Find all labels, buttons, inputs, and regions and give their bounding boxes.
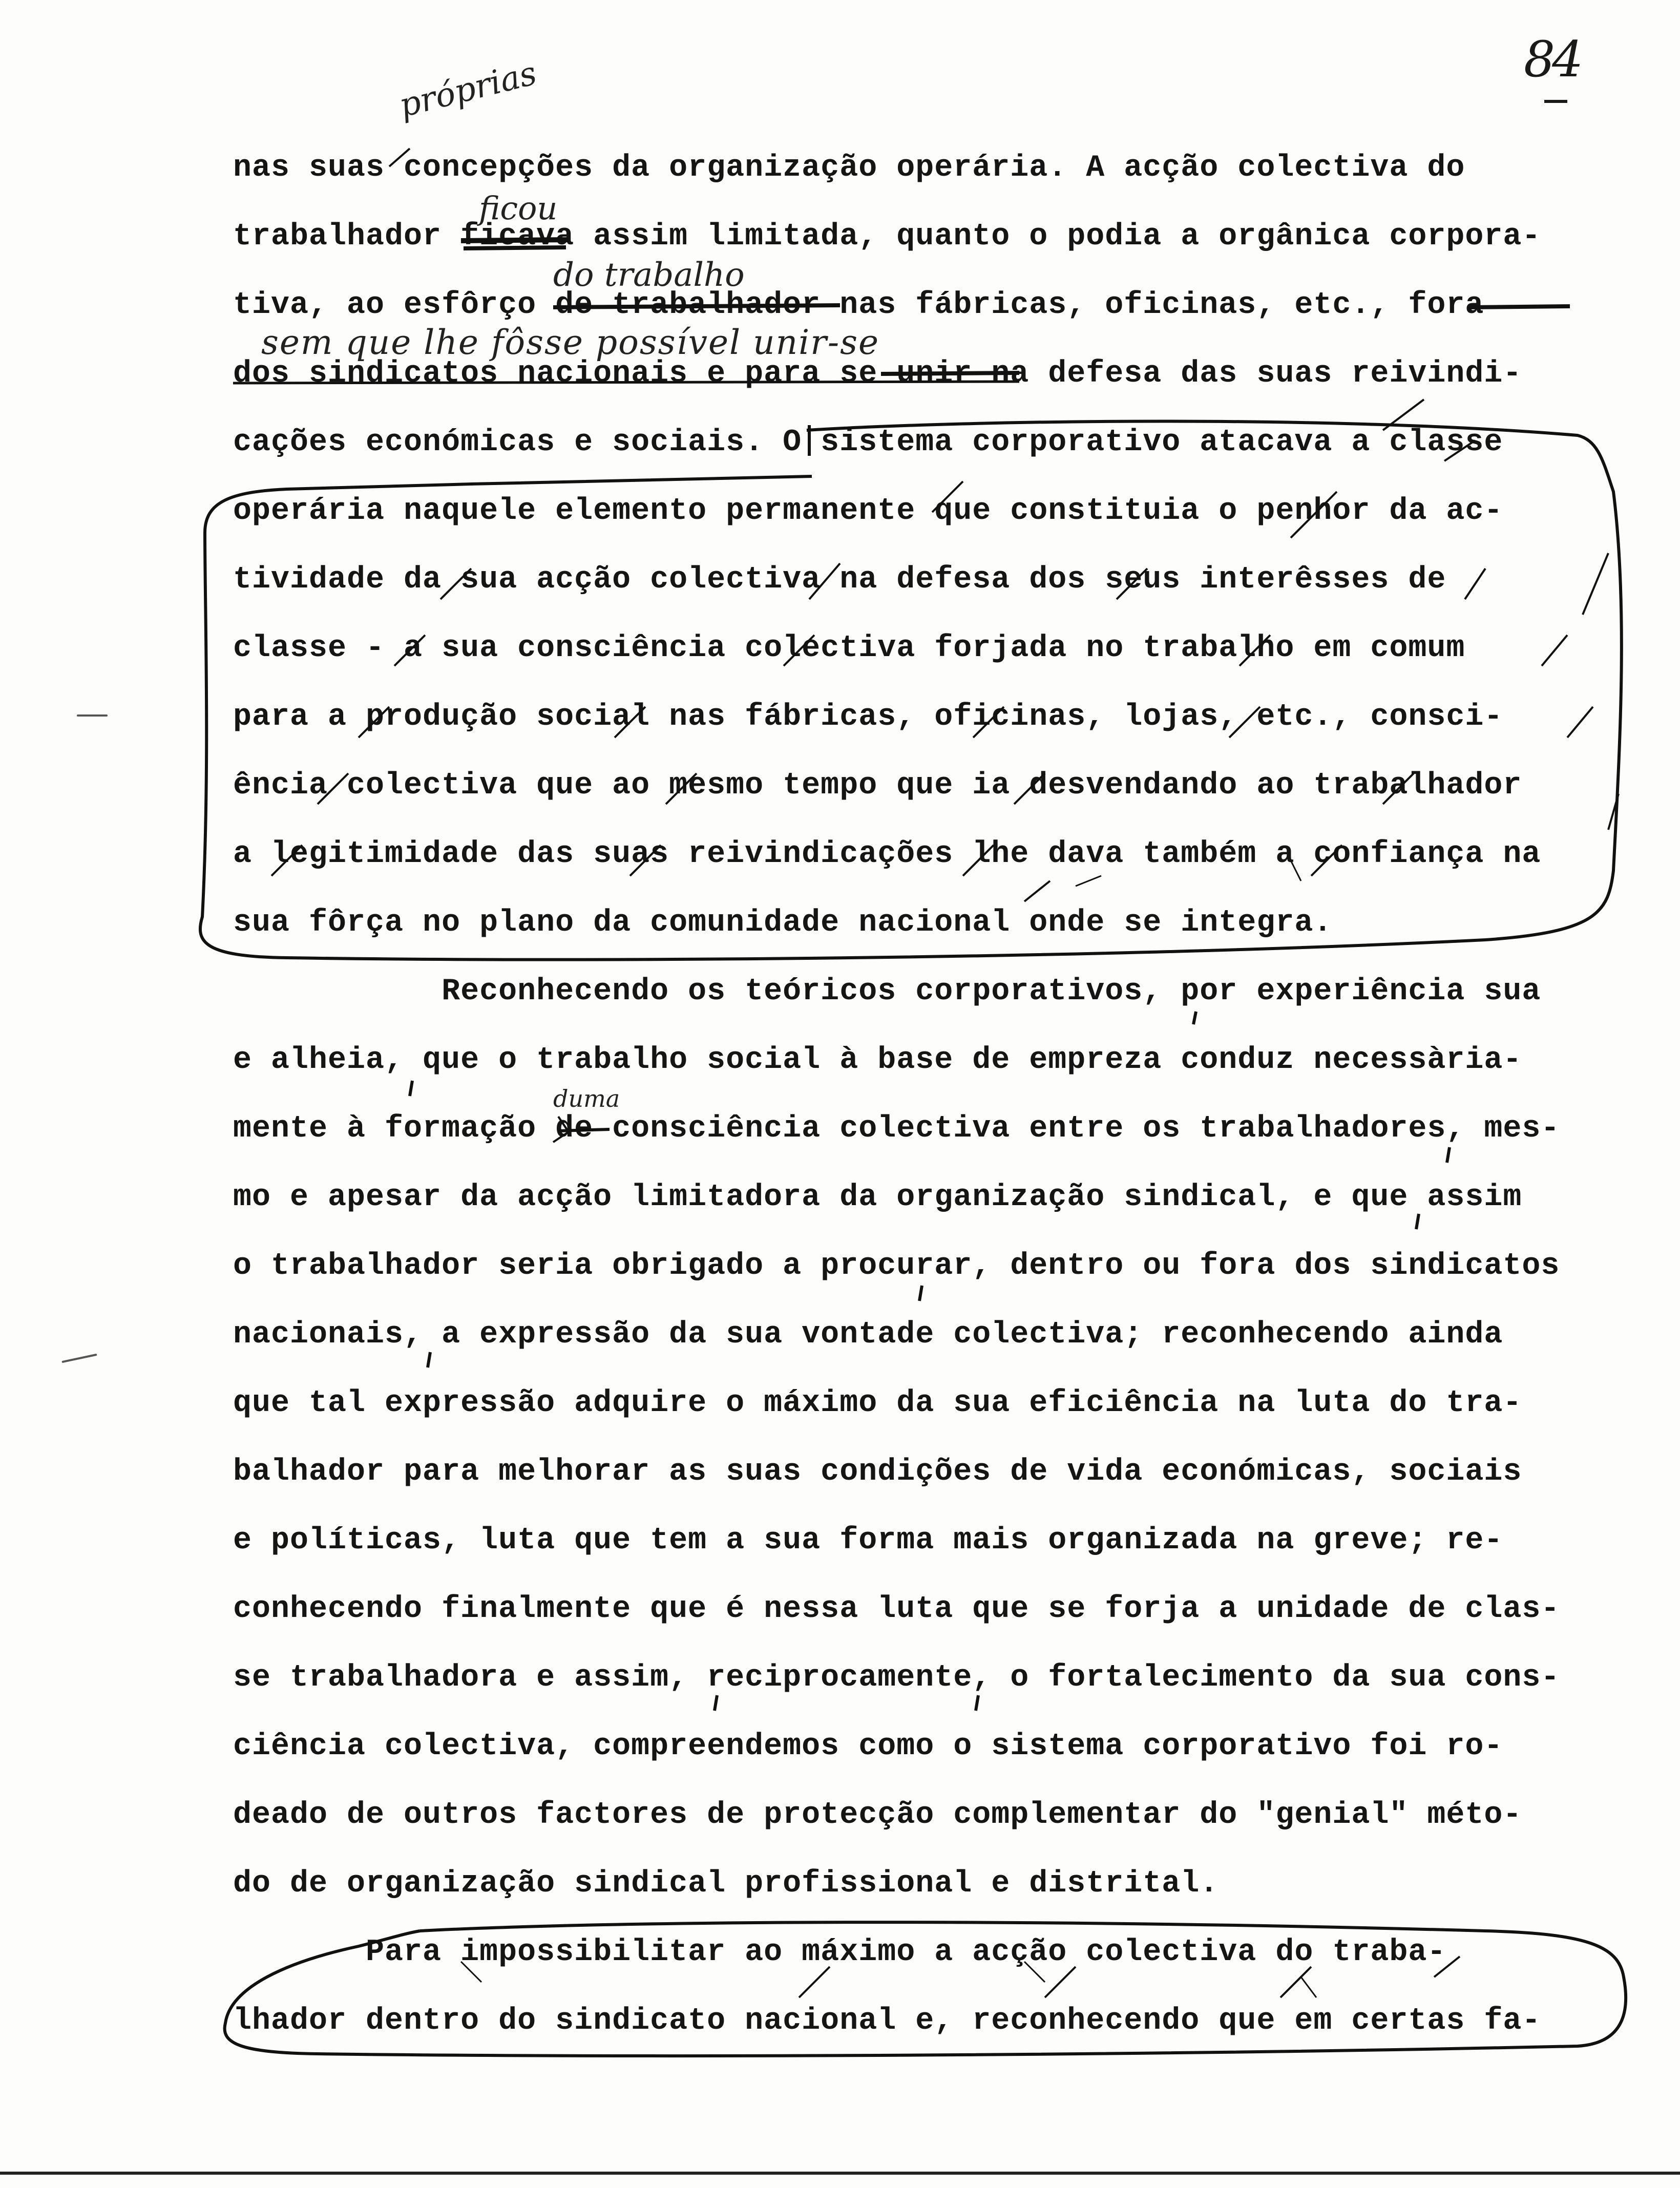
text-line-23: se trabalhadora e assim, reciprocamente, o fortalecimento da sua cons- <box>233 1660 1560 1695</box>
margin-mark <box>77 714 108 717</box>
text-line-13: Reconhecendo os teóricos corporativos, por experiência sua <box>233 974 1541 1009</box>
text-line-22: conhecendo finalmente que é nessa luta que se forja a unidade de clas- <box>233 1592 1560 1627</box>
text-line-3: tiva, ao esfôrço de trabalhador nas fábricas, oficinas, etc., fora <box>233 288 1484 323</box>
text-line-26: do de organização sindical profissional e distrital. <box>233 1866 1219 1901</box>
annotation-ficou: ficou <box>479 190 558 227</box>
text-line-21: e políticas, luta que tem a sua forma mais organizada na greve; re- <box>233 1523 1503 1558</box>
text-line-7: tividade da sua acção colectiva na defesa dos seus interêsses de <box>233 562 1446 597</box>
annotation-do-trabalho: do trabalho <box>553 256 745 294</box>
strike-fora <box>1470 306 1570 307</box>
text-line-2: trabalhador ficava assim limitada, quanto o podia a orgânica corpora- <box>233 219 1541 254</box>
text-line-11: a legitimidade das suas reivindicações lhe dava também a confiança na <box>233 837 1541 872</box>
page-number: 84 <box>1524 31 1581 88</box>
text-line-18: nacionais, a expressão da sua vontade colectiva; reconhecendo ainda <box>233 1317 1503 1352</box>
bottom-edge-rule <box>0 2172 1680 2175</box>
text-line-19: que tal expressão adquire o máximo da sua eficiência na luta do tra- <box>233 1386 1522 1421</box>
text-line-15: mente à formação de consciência colectiva entre os trabalhadores, mes- <box>233 1111 1560 1146</box>
text-line-20: balhador para melhorar as suas condições de vida económicas, sociais <box>233 1455 1522 1489</box>
annotation-sem-que: sem que lhe fôsse possível unir-se <box>261 323 880 362</box>
text-line-25: deado de outros factores de protecção complementar do "genial" méto- <box>233 1798 1522 1833</box>
text-line-1: nas suas concepções da organização operária. A acção colectiva do <box>233 151 1465 185</box>
annotation-duma: duma <box>553 1085 620 1112</box>
text-line-28: lhador dentro do sindicato nacional e, reconhecendo que em certas fa- <box>233 2004 1541 2038</box>
text-line-8: classe - a sua consciência colectiva forjada no trabalho em comum <box>233 631 1465 666</box>
page-number-underline <box>1544 100 1567 103</box>
text-line-9: para a produção social nas fábricas, oficinas, lojas, etc., consci- <box>233 700 1503 734</box>
text-line-17: o trabalhador seria obrigado a procurar, dentro ou fora dos sindicatos <box>233 1249 1560 1284</box>
text-line-10: ência colectiva que ao mesmo tempo que ia desvendando ao trabalhador <box>233 768 1522 803</box>
text-line-5: cações económicas e sociais. O sistema corporativo atacava a classe <box>233 425 1503 460</box>
text-line-12: sua fôrça no plano da comunidade nacional onde se integra. <box>233 906 1333 940</box>
text-line-14: e alheia, que o trabalho social à base de empreza conduz necessària- <box>233 1043 1522 1078</box>
text-line-27: Para impossibilitar ao máximo a acção colectiva do traba- <box>233 1935 1446 1970</box>
margin-mark <box>61 1354 97 1363</box>
annotation-proprias: próprias <box>395 54 541 125</box>
text-line-4: dos sindicatos nacionais e para se unir na defesa das suas reivindi- <box>233 356 1522 391</box>
text-line-6: operária naquele elemento permanente que constituia o penhor da ac- <box>233 494 1503 529</box>
text-line-16: mo e apesar da acção limitadora da organização sindical, e que assim <box>233 1180 1522 1215</box>
text-line-24: ciência colectiva, compreendemos como o sistema corporativo foi ro- <box>233 1729 1503 1764</box>
